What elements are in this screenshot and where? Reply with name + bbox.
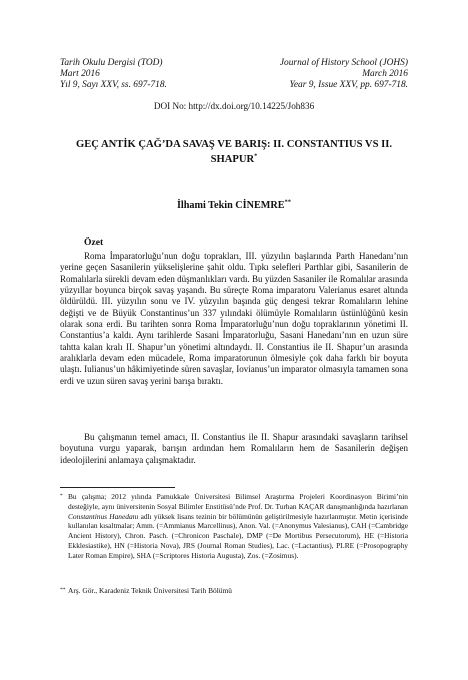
footnote-1: [60, 492, 408, 561]
footnote-separator: [60, 487, 175, 488]
issue-volume-tr: Yıl 9, Sayı XXV, ss. 697-718.: [60, 80, 167, 90]
title-footnote-marker: *: [254, 152, 258, 160]
article-title: [60, 137, 408, 167]
issue-date-en: March 2016: [362, 69, 408, 79]
journal-name-en: Journal of History School (JOHS): [279, 58, 408, 68]
footnote-1-text: [60, 492, 408, 561]
footnote-2-marker: **: [60, 587, 66, 593]
issue-volume-en: Year 9, Issue XXV, pp. 697-718.: [289, 80, 408, 90]
journal-header-left: [60, 58, 167, 91]
journal-header-right: [280, 58, 408, 91]
footnote-1-marker: *: [60, 493, 63, 499]
author-name: [60, 200, 408, 211]
doi-line[interactable]: DOI No: http://dx.doi.org/10.14225/Joh836: [153, 101, 315, 111]
journal-name-tr: Tarih Okulu Dergisi (TOD): [60, 58, 163, 68]
author-label: İlhami Tekin CİNEMRE: [176, 200, 285, 211]
author-footnote-marker: **: [284, 198, 292, 206]
title-line-1: GEÇ ANTİK ÇAĞ’DA SAVAŞ VE BARIŞ: II. CONSTANTIUS VS II.: [75, 139, 393, 150]
footnote-2: [60, 586, 408, 596]
issue-date-tr: Mart 2016: [60, 69, 100, 79]
footnote-1-part-a: Bu çalışma; 2012 yılında Pamukkale Üniversitesi Bilimsel Araştırma Projeleri Koordinasyon Birimi’nin desteğiyle, aynı üniversitenin Sosyal Bilimler Enstitüsü’nde Prof. Dr. Turhan KAÇAR danışmanlığında hazırlanan: [68, 492, 408, 511]
abstract-paragraph-2: Bu çalışmanın temel amacı, II. Constantius ile II. Shapur arasındaki savaşların tarihsel boyutuna vurgu yaparak, barışın ardından hem Romalıların hem de Sasanilerin değişen ideolojilerini anlamaya çalışmaktadır.: [60, 432, 408, 465]
footnote-1-part-b: adlı yüksek lisans tezinin bir bölümünün geliştirilmesiyle hazırlanmıştır. Metin içerisinde kullanılan kısaltmalar; Amm. (=Ammianus Marcellinus), Anon. Val. (=Anonymus Valesianus), CAH (=Cambridge Ancient History), Chron. Pasch. (=Chronicon Paschale), DMP (=De Mortibus Persecutorum), HE (=Historia Ekklesiastike), HN (=Historia Nova), JRS (Journal Roman Studies), Lac. (=Lactantius), PLRE (=Prosopography Later Roman Empire), SHA (=Scriptores Historia Augusta), Zos. (=Zosimus).: [68, 511, 408, 560]
abstract-heading: Özet: [84, 237, 104, 248]
abstract-paragraph-1: Roma İmparatorluğu’nun doğu toprakları, III. yüzyılın başlarında Parth Hanedanı’nın yerine geçen Sasanilerin yükselişlerine şahit oldu. Tıpkı selefleri Parthlar gibi, Sasanilerin de Romalılarla sürekli devam eden düşmanlıkları vardı. Bu yüzden Sasaniler ile Romalılar arasında yüzyıllar boyunca birçok savaş yaşandı. Bu süreçte Roma imparatoru Valerianus esaret altında öldürüldü. III. yüzyılın sonu ve IV. yüzyılın başında güç dengesi tekrar Romalıların lehine değişti ve de Büyük Constantinus’un 337 yılındaki ölümüyle Romalıların üstünlüğünü kesin olarak sona erdi. Bu tarihten sonra Roma İmparatorluğu’nun doğu topraklarının yönetimi II. Constantius’a kaldı. Aynı tarihlerde Sasani İmparatorluğu, Sasani Hanedanı’nın en uzun süre tahtta kalan kralı II. Shapur’un yönetimi altındaydı. II. Constantius ile II. Shapur’un arasında aralıklarla devam eden mücadele, Roma imparatorunun ölmesiyle çok daha farklı bir boyuta ulaştı. Iulianus’un hâkimiyetinde süren savaşlar, Iovianus’un imparator olmasıyla tamamen sona erdi ve uzun süren savaş yerini barışa bıraktı.: [60, 251, 408, 386]
footnote-1-thesis-title: Constantinus Hanedanı: [68, 511, 139, 521]
title-line-2: SHAPUR: [210, 154, 255, 165]
footnote-2-text: Arş. Gör., Karadeniz Teknik Üniversitesi Tarih Bölümü: [68, 586, 232, 595]
